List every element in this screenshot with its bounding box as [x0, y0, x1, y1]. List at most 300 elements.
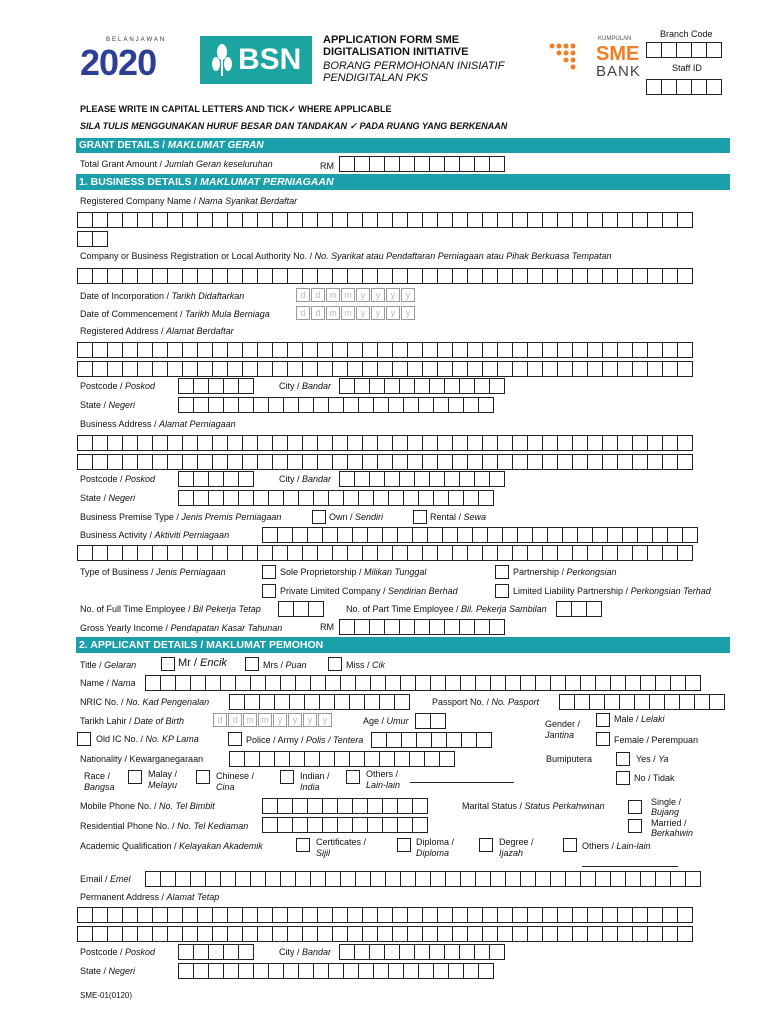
- input-box[interactable]: [340, 675, 356, 691]
- input-box[interactable]: [354, 944, 370, 960]
- input-box[interactable]: [424, 751, 440, 767]
- input-box[interactable]: [662, 926, 678, 942]
- input-box[interactable]: [77, 212, 93, 228]
- input-box[interactable]: [352, 817, 368, 833]
- input-box[interactable]: [227, 361, 243, 377]
- input-box[interactable]: [167, 435, 183, 451]
- input-box[interactable]: [467, 342, 483, 358]
- input-box[interactable]: [415, 713, 431, 729]
- input-box[interactable]: [332, 545, 348, 561]
- input-box[interactable]: [587, 212, 603, 228]
- input-box[interactable]: [661, 79, 677, 95]
- date-box[interactable]: y: [356, 288, 370, 302]
- input-box[interactable]: [182, 268, 198, 284]
- input-box[interactable]: [452, 435, 468, 451]
- input-box[interactable]: [364, 751, 380, 767]
- input-box[interactable]: [482, 342, 498, 358]
- input-box[interactable]: [328, 963, 344, 979]
- income-input[interactable]: [339, 619, 504, 635]
- input-box[interactable]: [386, 732, 402, 748]
- input-box[interactable]: [377, 545, 393, 561]
- input-box[interactable]: [272, 268, 288, 284]
- input-box[interactable]: [474, 619, 490, 635]
- input-box[interactable]: [409, 751, 425, 767]
- input-box[interactable]: [268, 397, 284, 413]
- input-box[interactable]: [262, 817, 278, 833]
- input-box[interactable]: [223, 471, 239, 487]
- input-box[interactable]: [212, 361, 228, 377]
- indian-checkbox[interactable]: [280, 770, 294, 784]
- miss-checkbox[interactable]: [328, 657, 342, 671]
- input-box[interactable]: [92, 231, 108, 247]
- input-box[interactable]: [385, 675, 401, 691]
- input-box[interactable]: [77, 361, 93, 377]
- input-box[interactable]: [574, 694, 590, 710]
- acad-others-line[interactable]: [582, 866, 678, 867]
- input-box[interactable]: [259, 751, 275, 767]
- diploma-checkbox[interactable]: [397, 838, 411, 852]
- input-box[interactable]: [242, 454, 258, 470]
- input-box[interactable]: [332, 907, 348, 923]
- input-box[interactable]: [343, 490, 359, 506]
- pvt-ltd-checkbox[interactable]: [262, 584, 276, 598]
- input-box[interactable]: [430, 871, 446, 887]
- input-box[interactable]: [347, 545, 363, 561]
- input-box[interactable]: [542, 545, 558, 561]
- input-box[interactable]: [347, 268, 363, 284]
- date-box[interactable]: d: [228, 713, 242, 727]
- date-box[interactable]: m: [243, 713, 257, 727]
- input-box[interactable]: [647, 926, 663, 942]
- male-checkbox[interactable]: [596, 713, 610, 727]
- input-box[interactable]: [325, 675, 341, 691]
- date-box[interactable]: y: [401, 288, 415, 302]
- input-box[interactable]: [377, 907, 393, 923]
- input-box[interactable]: [343, 963, 359, 979]
- input-box[interactable]: [347, 907, 363, 923]
- input-box[interactable]: [602, 454, 618, 470]
- input-box[interactable]: [587, 361, 603, 377]
- input-box[interactable]: [362, 361, 378, 377]
- input-box[interactable]: [607, 527, 623, 543]
- input-box[interactable]: [429, 378, 445, 394]
- input-box[interactable]: [625, 675, 641, 691]
- input-box[interactable]: [586, 601, 602, 617]
- input-box[interactable]: [227, 926, 243, 942]
- input-box[interactable]: [122, 212, 138, 228]
- perm-state-input[interactable]: [178, 963, 493, 979]
- date-box[interactable]: d: [296, 288, 310, 302]
- input-box[interactable]: [452, 342, 468, 358]
- input-box[interactable]: [429, 944, 445, 960]
- input-box[interactable]: [459, 619, 475, 635]
- input-box[interactable]: [182, 435, 198, 451]
- input-box[interactable]: [197, 342, 213, 358]
- partnership-checkbox[interactable]: [495, 565, 509, 579]
- input-box[interactable]: [437, 361, 453, 377]
- input-box[interactable]: [527, 926, 543, 942]
- input-box[interactable]: [444, 944, 460, 960]
- input-box[interactable]: [274, 751, 290, 767]
- input-box[interactable]: [77, 545, 93, 561]
- input-box[interactable]: [354, 156, 370, 172]
- input-box[interactable]: [167, 361, 183, 377]
- input-box[interactable]: [452, 361, 468, 377]
- input-box[interactable]: [595, 675, 611, 691]
- input-box[interactable]: [604, 694, 620, 710]
- input-box[interactable]: [384, 944, 400, 960]
- input-box[interactable]: [437, 342, 453, 358]
- input-box[interactable]: [242, 361, 258, 377]
- input-box[interactable]: [208, 944, 224, 960]
- input-box[interactable]: [602, 342, 618, 358]
- input-box[interactable]: [394, 751, 410, 767]
- input-box[interactable]: [355, 675, 371, 691]
- input-box[interactable]: [328, 397, 344, 413]
- input-box[interactable]: [145, 871, 161, 887]
- input-box[interactable]: [349, 751, 365, 767]
- input-box[interactable]: [208, 471, 224, 487]
- input-box[interactable]: [414, 156, 430, 172]
- input-box[interactable]: [647, 545, 663, 561]
- input-box[interactable]: [193, 471, 209, 487]
- race-others-line[interactable]: [410, 782, 514, 783]
- input-box[interactable]: [122, 361, 138, 377]
- input-box[interactable]: [385, 871, 401, 887]
- input-box[interactable]: [482, 907, 498, 923]
- input-box[interactable]: [250, 675, 266, 691]
- llp-checkbox[interactable]: [495, 584, 509, 598]
- input-box[interactable]: [302, 342, 318, 358]
- bumi-no-checkbox[interactable]: [616, 771, 630, 785]
- reg-state-input[interactable]: [178, 397, 493, 413]
- input-box[interactable]: [212, 435, 228, 451]
- input-box[interactable]: [662, 361, 678, 377]
- input-box[interactable]: [489, 944, 505, 960]
- input-box[interactable]: [328, 490, 344, 506]
- input-box[interactable]: [152, 268, 168, 284]
- input-box[interactable]: [317, 342, 333, 358]
- input-box[interactable]: [370, 675, 386, 691]
- input-box[interactable]: [433, 963, 449, 979]
- input-box[interactable]: [430, 675, 446, 691]
- input-box[interactable]: [482, 926, 498, 942]
- input-box[interactable]: [467, 545, 483, 561]
- input-box[interactable]: [691, 42, 707, 58]
- input-box[interactable]: [662, 212, 678, 228]
- input-box[interactable]: [302, 926, 318, 942]
- input-box[interactable]: [572, 907, 588, 923]
- input-box[interactable]: [287, 212, 303, 228]
- input-box[interactable]: [137, 926, 153, 942]
- input-box[interactable]: [310, 675, 326, 691]
- input-box[interactable]: [352, 798, 368, 814]
- input-box[interactable]: [487, 527, 503, 543]
- input-box[interactable]: [412, 527, 428, 543]
- input-box[interactable]: [340, 871, 356, 887]
- input-box[interactable]: [332, 435, 348, 451]
- input-box[interactable]: [175, 675, 191, 691]
- input-box[interactable]: [358, 397, 374, 413]
- input-box[interactable]: [272, 545, 288, 561]
- mr-checkbox[interactable]: [161, 657, 175, 671]
- input-box[interactable]: [332, 926, 348, 942]
- input-box[interactable]: [373, 490, 389, 506]
- input-box[interactable]: [369, 619, 385, 635]
- input-box[interactable]: [482, 454, 498, 470]
- input-box[interactable]: [422, 454, 438, 470]
- input-box[interactable]: [556, 601, 572, 617]
- input-box[interactable]: [137, 212, 153, 228]
- input-box[interactable]: [193, 378, 209, 394]
- mrs-checkbox[interactable]: [245, 657, 259, 671]
- input-box[interactable]: [92, 907, 108, 923]
- input-box[interactable]: [277, 527, 293, 543]
- input-box[interactable]: [497, 454, 513, 470]
- input-box[interactable]: [167, 545, 183, 561]
- input-box[interactable]: [670, 675, 686, 691]
- input-box[interactable]: [429, 471, 445, 487]
- input-box[interactable]: [332, 268, 348, 284]
- input-box[interactable]: [332, 342, 348, 358]
- resphone-input[interactable]: [262, 817, 427, 833]
- input-box[interactable]: [497, 212, 513, 228]
- input-box[interactable]: [517, 527, 533, 543]
- input-box[interactable]: [520, 871, 536, 887]
- input-box[interactable]: [384, 471, 400, 487]
- input-box[interactable]: [257, 342, 273, 358]
- input-box[interactable]: [592, 527, 608, 543]
- female-checkbox[interactable]: [596, 732, 610, 746]
- input-box[interactable]: [437, 907, 453, 923]
- input-box[interactable]: [655, 871, 671, 887]
- input-box[interactable]: [557, 907, 573, 923]
- input-box[interactable]: [632, 212, 648, 228]
- input-box[interactable]: [414, 471, 430, 487]
- input-box[interactable]: [107, 907, 123, 923]
- input-box[interactable]: [482, 545, 498, 561]
- input-box[interactable]: [382, 527, 398, 543]
- input-box[interactable]: [399, 378, 415, 394]
- input-box[interactable]: [392, 907, 408, 923]
- input-box[interactable]: [467, 926, 483, 942]
- input-box[interactable]: [542, 907, 558, 923]
- input-box[interactable]: [178, 963, 194, 979]
- input-box[interactable]: [242, 926, 258, 942]
- input-box[interactable]: [562, 527, 578, 543]
- input-box[interactable]: [268, 963, 284, 979]
- input-box[interactable]: [632, 907, 648, 923]
- input-box[interactable]: [362, 926, 378, 942]
- input-box[interactable]: [602, 435, 618, 451]
- input-box[interactable]: [167, 342, 183, 358]
- input-box[interactable]: [392, 361, 408, 377]
- input-box[interactable]: [347, 454, 363, 470]
- input-box[interactable]: [632, 545, 648, 561]
- date-box[interactable]: d: [296, 306, 310, 320]
- input-box[interactable]: [655, 675, 671, 691]
- input-box[interactable]: [160, 871, 176, 887]
- input-box[interactable]: [295, 675, 311, 691]
- input-box[interactable]: [307, 527, 323, 543]
- input-box[interactable]: [489, 471, 505, 487]
- input-box[interactable]: [280, 675, 296, 691]
- input-box[interactable]: [107, 212, 123, 228]
- input-box[interactable]: [175, 871, 191, 887]
- input-box[interactable]: [662, 268, 678, 284]
- input-box[interactable]: [250, 871, 266, 887]
- input-box[interactable]: [619, 694, 635, 710]
- bumi-yes-checkbox[interactable]: [616, 752, 630, 766]
- input-box[interactable]: [647, 268, 663, 284]
- input-box[interactable]: [238, 944, 254, 960]
- date-box[interactable]: y: [386, 306, 400, 320]
- input-box[interactable]: [482, 435, 498, 451]
- input-box[interactable]: [437, 926, 453, 942]
- input-box[interactable]: [527, 212, 543, 228]
- commencement-date-input[interactable]: [296, 306, 416, 320]
- input-box[interactable]: [280, 871, 296, 887]
- input-box[interactable]: [557, 212, 573, 228]
- input-box[interactable]: [617, 907, 633, 923]
- input-box[interactable]: [467, 907, 483, 923]
- input-box[interactable]: [587, 907, 603, 923]
- permanent-address-row1[interactable]: [77, 907, 692, 923]
- input-box[interactable]: [182, 926, 198, 942]
- input-box[interactable]: [227, 454, 243, 470]
- input-box[interactable]: [662, 545, 678, 561]
- input-box[interactable]: [399, 619, 415, 635]
- input-box[interactable]: [550, 675, 566, 691]
- input-box[interactable]: [152, 361, 168, 377]
- input-box[interactable]: [193, 963, 209, 979]
- input-box[interactable]: [334, 751, 350, 767]
- input-box[interactable]: [349, 694, 365, 710]
- input-box[interactable]: [122, 342, 138, 358]
- input-box[interactable]: [422, 361, 438, 377]
- input-box[interactable]: [422, 268, 438, 284]
- input-box[interactable]: [354, 471, 370, 487]
- input-box[interactable]: [452, 907, 468, 923]
- input-box[interactable]: [122, 545, 138, 561]
- input-box[interactable]: [497, 361, 513, 377]
- input-box[interactable]: [647, 435, 663, 451]
- input-box[interactable]: [474, 944, 490, 960]
- input-box[interactable]: [182, 212, 198, 228]
- input-box[interactable]: [354, 619, 370, 635]
- input-box[interactable]: [399, 471, 415, 487]
- input-box[interactable]: [399, 156, 415, 172]
- input-box[interactable]: [512, 268, 528, 284]
- input-box[interactable]: [403, 963, 419, 979]
- input-box[interactable]: [227, 545, 243, 561]
- input-box[interactable]: [662, 435, 678, 451]
- input-box[interactable]: [182, 545, 198, 561]
- input-box[interactable]: [259, 694, 275, 710]
- input-box[interactable]: [272, 926, 288, 942]
- parttime-input[interactable]: [556, 601, 601, 617]
- input-box[interactable]: [679, 694, 695, 710]
- input-box[interactable]: [292, 527, 308, 543]
- input-box[interactable]: [298, 490, 314, 506]
- dob-input[interactable]: [213, 713, 333, 727]
- input-box[interactable]: [334, 694, 350, 710]
- input-box[interactable]: [572, 545, 588, 561]
- input-box[interactable]: [412, 798, 428, 814]
- input-box[interactable]: [617, 361, 633, 377]
- input-box[interactable]: [637, 527, 653, 543]
- input-box[interactable]: [617, 926, 633, 942]
- input-box[interactable]: [197, 907, 213, 923]
- input-box[interactable]: [212, 268, 228, 284]
- input-box[interactable]: [661, 42, 677, 58]
- input-box[interactable]: [476, 732, 492, 748]
- input-box[interactable]: [587, 454, 603, 470]
- input-box[interactable]: [452, 212, 468, 228]
- input-box[interactable]: [587, 342, 603, 358]
- input-box[interactable]: [253, 397, 269, 413]
- input-box[interactable]: [277, 817, 293, 833]
- input-box[interactable]: [535, 871, 551, 887]
- input-box[interactable]: [289, 694, 305, 710]
- input-box[interactable]: [478, 490, 494, 506]
- input-box[interactable]: [646, 79, 662, 95]
- input-box[interactable]: [347, 361, 363, 377]
- premise-own-checkbox[interactable]: [312, 510, 326, 524]
- input-box[interactable]: [677, 454, 693, 470]
- branch-code-boxes[interactable]: [646, 42, 721, 58]
- input-box[interactable]: [542, 212, 558, 228]
- input-box[interactable]: [414, 944, 430, 960]
- input-box[interactable]: [497, 907, 513, 923]
- input-box[interactable]: [283, 963, 299, 979]
- date-box[interactable]: y: [386, 288, 400, 302]
- input-box[interactable]: [397, 798, 413, 814]
- input-box[interactable]: [475, 675, 491, 691]
- input-box[interactable]: [418, 963, 434, 979]
- input-box[interactable]: [467, 212, 483, 228]
- input-box[interactable]: [193, 490, 209, 506]
- input-box[interactable]: [377, 435, 393, 451]
- input-box[interactable]: [463, 397, 479, 413]
- input-box[interactable]: [474, 471, 490, 487]
- input-box[interactable]: [332, 361, 348, 377]
- input-box[interactable]: [362, 268, 378, 284]
- input-box[interactable]: [235, 675, 251, 691]
- input-box[interactable]: [182, 454, 198, 470]
- biz-state-input[interactable]: [178, 490, 493, 506]
- input-box[interactable]: [602, 907, 618, 923]
- input-box[interactable]: [677, 268, 693, 284]
- input-box[interactable]: [257, 545, 273, 561]
- chinese-checkbox[interactable]: [196, 770, 210, 784]
- input-box[interactable]: [662, 907, 678, 923]
- input-box[interactable]: [452, 454, 468, 470]
- input-box[interactable]: [137, 545, 153, 561]
- input-box[interactable]: [422, 545, 438, 561]
- input-box[interactable]: [429, 619, 445, 635]
- input-box[interactable]: [212, 926, 228, 942]
- input-box[interactable]: [617, 342, 633, 358]
- input-box[interactable]: [307, 817, 323, 833]
- input-box[interactable]: [429, 156, 445, 172]
- input-box[interactable]: [632, 454, 648, 470]
- input-box[interactable]: [358, 490, 374, 506]
- input-box[interactable]: [617, 454, 633, 470]
- input-box[interactable]: [557, 268, 573, 284]
- input-box[interactable]: [287, 268, 303, 284]
- input-box[interactable]: [182, 907, 198, 923]
